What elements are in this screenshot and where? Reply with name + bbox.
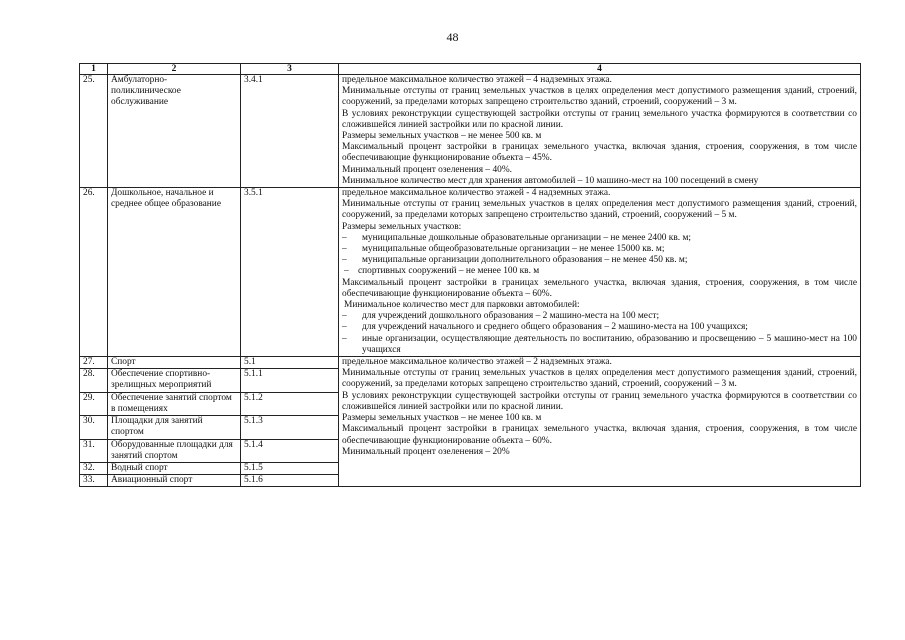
regulation-line: предельное максимальное количество этажей – 2 надземных этажа. <box>342 357 612 368</box>
use-name: Площадки для занятий спортом <box>108 416 241 439</box>
regulation-line: предельное максимальное количество этажей - 4 надземных этажа. <box>342 188 611 199</box>
use-code: 5.1.4 <box>241 439 339 462</box>
use-code: 3.4.1 <box>241 75 339 188</box>
bullet-item: – для учреждений начального и среднего общего образования – 2 машино-места на 100 учащихся; <box>342 322 857 333</box>
table-row <box>80 357 861 369</box>
regulation-line: В условиях реконструкции существующей застройки отступы от границ земельного участка формируются в соответствии со сложившейся линией застройки или по красной линии. <box>342 108 857 130</box>
regulation-line: Размеры земельных участков: <box>342 221 462 232</box>
regulation-line: Минимальные отступы от границ земельных участков в целях определения мест допустимого размещения зданий, строений, сооружений, за пределами которых запрещено строительство зданий, строений, сооружений – 5 м. <box>342 199 857 221</box>
use-code: 5.1.3 <box>241 416 339 439</box>
regulation-line: Минимальные отступы от границ земельных участков в целях определения мест допустимого размещения зданий, строений, сооружений, за пределами которых запрещено строительство зданий, строений, сооружений – 3 м. <box>342 368 857 390</box>
regulation-line: Минимальный процент озеленения – 40%. <box>342 164 512 175</box>
use-code: 5.1.1 <box>241 369 339 392</box>
use-code: 5.1.6 <box>241 475 339 487</box>
bullet-item: – муниципальные дошкольные образовательные организации – не менее 2400 кв. м; <box>342 233 857 244</box>
use-name: Обеспечение занятий спортом в помещениях <box>108 392 241 415</box>
bullet-item: – муниципальные организации дополнительного образования – не менее 450 кв. м; <box>342 255 857 266</box>
use-code: 5.1.5 <box>241 462 339 474</box>
use-code: 5.1 <box>241 357 339 369</box>
regulation-text <box>339 75 861 188</box>
use-name: Обеспечение спортивно-зрелищных мероприятий <box>108 369 241 392</box>
column-header: 2 <box>108 64 241 75</box>
use-name: Спорт <box>108 357 241 369</box>
bullet-item: – спортивных сооружений – не менее 100 кв. м <box>342 266 857 277</box>
regulations-table <box>79 63 861 487</box>
use-name: Дошкольное, начальное и среднее общее образование <box>108 188 241 357</box>
regulation-line: В условиях реконструкции существующей застройки отступы от границ земельного участка формируются в соответствии со сложившейся линией застройки или по красной линии. <box>342 390 857 412</box>
regulation-line: Минимальное количество мест для парковки автомобилей: <box>344 300 580 311</box>
row-number: 33. <box>80 475 108 487</box>
bullet-item: – для учреждений дошкольного образования – 2 машино-места на 100 мест; <box>342 311 857 322</box>
row-number: 28. <box>80 369 108 392</box>
bullet-item: – муниципальные общеобразовательные организации – не менее 15000 кв. м; <box>342 244 857 255</box>
bullet-item: – иные организации, осуществляющие деятельность по воспитанию, образованию и просвещению – 5 машино-мест на 100 учащихся <box>342 334 857 356</box>
header-row <box>80 64 861 75</box>
regulation-line: Размеры земельных участков – не менее 500 кв. м <box>342 131 542 142</box>
use-name: Оборудованные площадки для занятий спортом <box>108 439 241 462</box>
table-row <box>80 188 861 357</box>
regulation-line: Минимальный процент озеленения – 20% <box>342 446 510 457</box>
regulation-line: предельное максимальное количество этажей – 4 надземных этажа. <box>342 75 612 85</box>
regulation-line: Максимальный процент застройки в границах земельного участка, включая здания, строения, сооружения, в том числе обеспечивающие функционирование объекта – 60%. <box>342 277 857 299</box>
regulation-line: Максимальный процент застройки в границах земельного участка, включая здания, строения, сооружения, в том числе обеспечивающие функционирование объекта – 60%. <box>342 424 857 446</box>
row-number: 31. <box>80 439 108 462</box>
use-name: Водный спорт <box>108 462 241 474</box>
row-number: 29. <box>80 392 108 415</box>
use-code: 5.1.2 <box>241 392 339 415</box>
column-header: 3 <box>241 64 339 75</box>
row-number: 32. <box>80 462 108 474</box>
regulation-line: Минимальные отступы от границ земельных участков в целях определения мест допустимого размещения зданий, строений, сооружений, за пределами которых запрещено строительство зданий, строений, сооружений – 3 м. <box>342 86 857 108</box>
row-number: 26. <box>80 188 108 357</box>
row-number: 25. <box>80 75 108 188</box>
regulation-line: Минимальное количество мест для хранения автомобилей – 10 машино-мест на 100 посещений в смену <box>342 175 759 186</box>
regulation-line: Максимальный процент застройки в границах земельного участка, включая здания, строения, сооружения, в том числе обеспечивающие функционирование объекта – 45%. <box>342 142 857 164</box>
use-name: Авиационный спорт <box>108 475 241 487</box>
use-code: 3.5.1 <box>241 188 339 357</box>
column-header: 4 <box>339 64 861 75</box>
column-header: 1 <box>80 64 108 75</box>
regulation-text <box>339 357 861 487</box>
page-number: 48 <box>446 30 459 44</box>
table-row <box>80 75 861 188</box>
regulation-line: Размеры земельных участков – не менее 100 кв. м <box>342 413 542 424</box>
row-number: 27. <box>80 357 108 369</box>
use-name: Амбулаторно-поликлиническое обслуживание <box>108 75 241 188</box>
row-number: 30. <box>80 416 108 439</box>
regulation-text <box>339 188 861 357</box>
